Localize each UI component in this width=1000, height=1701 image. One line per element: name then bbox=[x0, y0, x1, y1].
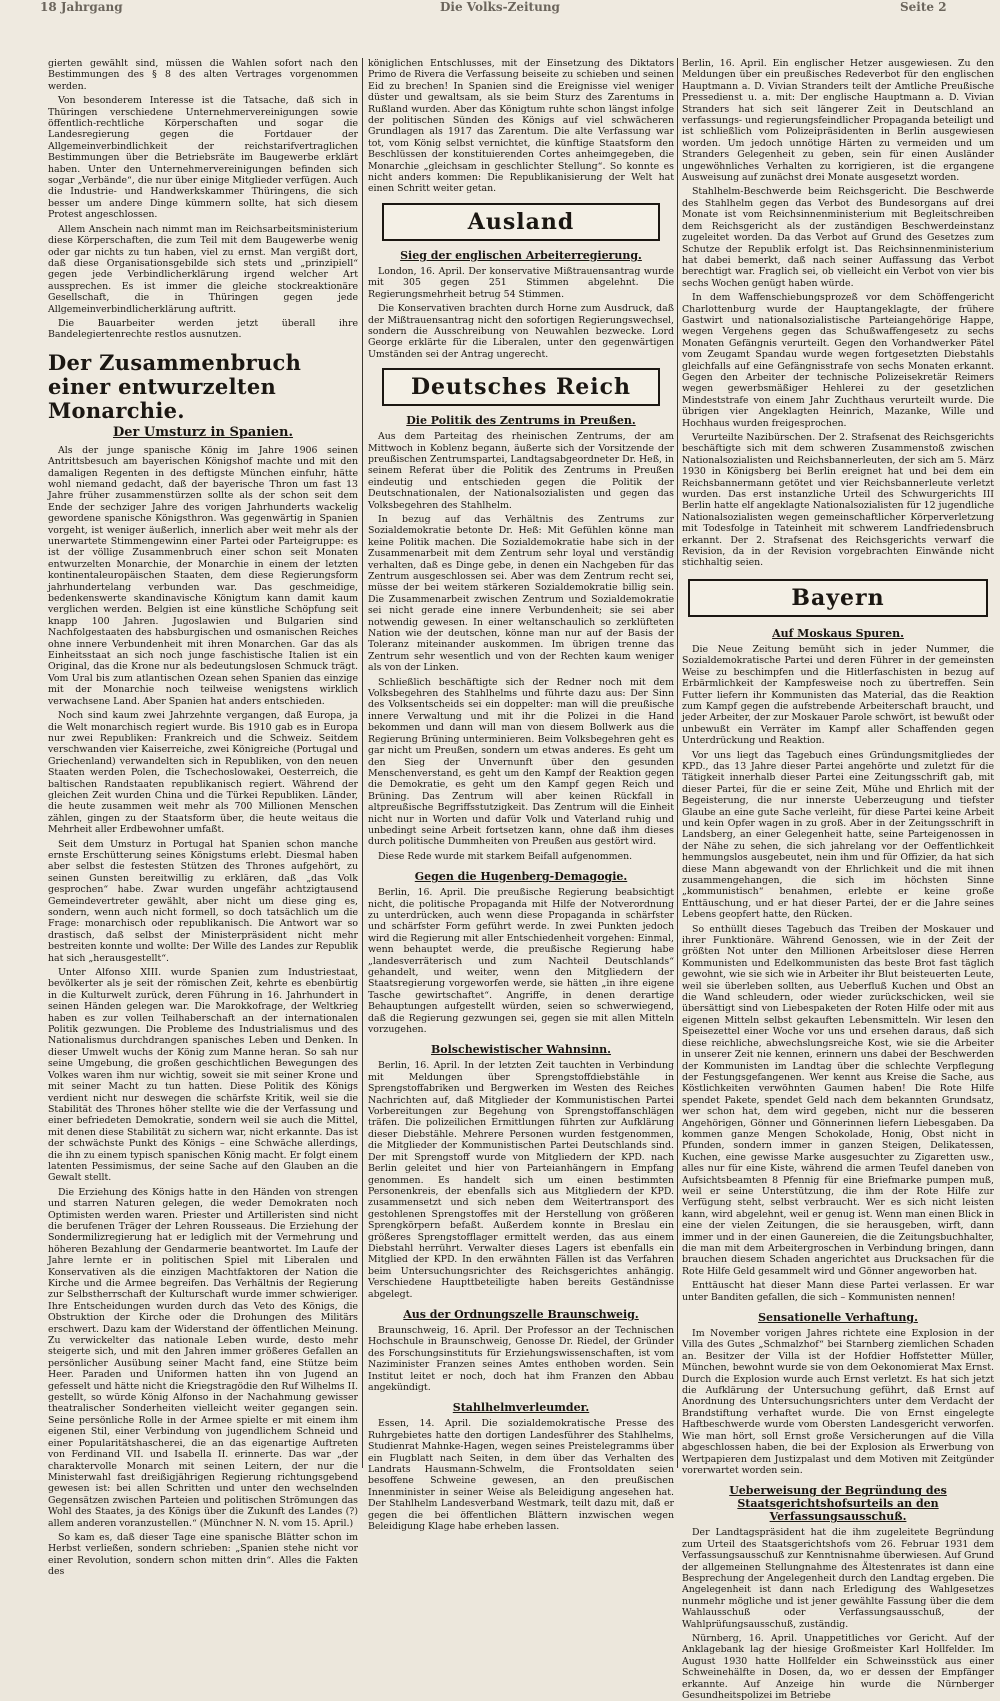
paragraph: gierten gewählt sind, müssen die Wahlen sofort nach den Bestimmungen des § 8 des alten Vertrages vorgenommen werden. bbox=[48, 58, 358, 92]
column-rule bbox=[362, 58, 363, 1468]
paragraph: Im November vorigen Jahres richtete eine Explosion in der Villa des Gutes „Schmalzhof“ bei Starnberg ziemlichen Schaden an. Besitzer der Villa ist der Hofdier Hoffstetter Müller, München, bewohnt wurde sie von dem Oekonomierat Max Ernst. Durch die Explosion wurde auch Ernst verletzt. Es hat sich jetzt die Aufklärung der Untersuchung geführt, daß Ernst auf Anordnung des Untersuchungsrichters unter dem Verdacht der Brandstiftung verhaftet wurde. Die von Ernst eingelegte Haftbeschwerde wurde vom Obersten Landesgericht verworfen. Wie man hört, soll Ernst große Versicherungen auf die Villa abgeschlossen haben, die bei der Explosion als Erwerbung von Wertpapieren dem Justizpalast und dem Motiven mit Zeitgünder vorerwartet worden sein. bbox=[682, 1328, 994, 1476]
article-headline: Aus der Ordnungszelle Braunschweig. bbox=[403, 1307, 639, 1321]
paragraph: Berlin, 16. April. Die preußische Regierung beabsichtigt nicht, die politische Propaganda mit Hilfe der Notverordnung zu unterdrücken, auch wenn diese Propaganda in schärfster und schärfster Form geführt werde. In zwei Punkten jedoch wird die Regierung mit aller Entschiedenheit vorgehen: Einmal, wenn behauptet werde, die preußische Regierung habe „landesverräterisch und zum Nachteil Deutschlands“ gehandelt, und weiter, wenn den Mitgliedern der Staatsregierung vorgeworfen werde, sie hätten „in ihre eigene Tasche gewirtschaftet“. Angriffe, in denen derartige Behauptungen aufgestellt würden, seien so schwerwiegend, daß die Regierung gezwungen sei, gegen sie mit allen Mitteln vorzugehen. bbox=[368, 887, 674, 1036]
paragraph: Die Bauarbeiter werden jetzt überall ihre Bandelegiertenrechte restlos ausnutzen. bbox=[48, 317, 358, 341]
page-header bbox=[0, 0, 1000, 14]
paragraph: London, 16. April. Der konservative Mißtrauensantrag wurde mit 305 gegen 251 Stimmen abgelehnt. Die Regierungsmehrheit betrug 54 Stimmen. bbox=[368, 265, 674, 300]
paragraph: Stahlhelm-Beschwerde beim Reichsgericht. Die Beschwerde des Stahlhelm gegen das Verbot des Bundesorgans auf drei Monate ist vom Reichsinnenministerium mit Begleitschreiben dem Reichsgericht als der zuständigen Beschwerdeinstanz zugeleitet worden. Da das Verbot auf Grund des Gesetzes zum Schutze der Republik erfolgt ist. Das Reichsinnenministerium hat dabei bemerkt, daß nach seiner Auffassung das Verbot berechtigt war. Fraglich sei, ob vielleicht ein Verbot von vier bis sechs Wochen genügt haben würde. bbox=[682, 186, 994, 289]
paragraph: In bezug auf das Verhältnis des Zentrums zur Sozialdemokratie betonte Dr. Heß: Mit Gefühlen könne man keine Politik machen. Die Sozialdemokratie habe sich in der Zusammenarbeit mit dem Zentrum sehr loyal und verständig verhalten, daß es Dinge gebe, in denen ein Nachgeben für das Zentrum ausgeschlossen sei. Aber was dem Zentrum recht sei, müsse der bei weitem stärkeren Sozialdemokratie billig sein. Die Zusammenarbeit zwischen Zentrum und Sozialdemokratie sei nicht gerade eine innere Verbundenheit; sie sei aber notwendig gewesen. In einer weltanschaulich so zerklüfteten Nation wie der deutschen, könne man nur auf der Basis der Toleranz miteinander auskommen. Im übrigen trenne das Zentrum sehr wesentlich und von der Rechten kaum weniger als von der Linken. bbox=[368, 513, 674, 674]
paragraph: Die Neue Zeitung bemüht sich in jeder Nummer, die Sozialdemokratische Partei und deren Führer in der gemeinsten Weise zu beschimpfen und die Hitlerfaschisten in bezug auf Erbärmlichkeit der Kampfesweise noch zu übertreffen. Sein Futter liefern ihr Kommunisten das Material, das die Reaktion zum Kampf gegen die aufstrebende Arbeiterschaft braucht, und jeder Arbeiter, der zur Moskauer Parole schwört, ist bewußt oder unbewußt ein Verräter im Kampf aller Schaffenden gegen Unterdrückung und Reaktion. bbox=[682, 643, 994, 747]
header-mid: Die Volks-Zeitung bbox=[440, 0, 560, 14]
paragraph: Essen, 14. April. Die sozialdemokratische Presse des Ruhrgebietes hatte den dortigen Landesführer des Stahlhelms, Studienrat Mahnke-Hagen, wegen seines Preistelegramms über ein Flugblatt nach Seiten, in dem über das Verhalten des Landrats Hausmann-Schwelm, die Frontsoldaten seien besoffene Schweine gewesen, an den preußischen Innenminister in seiner Weise als Beleidigung angesehen hat. Der Stahlhelm Landesverband Westmark, teilt dazu mit, daß er gegen die bei öffentlichen Blättern inzwischen wegen Beleidigung Klage habe erheben lassen. bbox=[368, 1418, 674, 1533]
paragraph: Von besonderem Interesse ist die Tatsache, daß sich in Thüringen verschiedene Unternehmervereinigungen sowie öffentlich-rechtliche Körperschaften und sogar die Landesregierung gegen die Fortdauer der Allgemeinverbindlichkeit der reichstarifvertraglichen Bestimmungen über die Betriebsräte im Baugewerbe erklärt haben. Unter den Unternehmervereinigungen befinden sich sogar „Verbände“, die nur über einige Mitglieder verfügen. Auch die Industrie- und Handwerkskammer Thüringens, die sich besser um andere Dinge kümmern sollte, hat sich diesem Protest angeschlossen. bbox=[48, 95, 358, 221]
column-1 bbox=[48, 58, 358, 1578]
paragraph: Die Erziehung des Königs hatte in den Händen von strengen und starren Naturen gelegen, die weder Demokraten noch Optimisten werden waren. Priester und Artilleristen sind nicht die berufenen Träger der Lehren Rousseaus. Die Erziehung der Sondermilizregierung hat er lediglich mit der Vermehrung und höheren Bezahlung der Gendarmerie beantwortet. Im Laufe der Jahre lernte er in politischen Spiel mit Liberalen und Konservativen als die einzigen Machtfaktoren der Nation die Kirche und die Armee begreifen. Das Verhältnis der Regierung zur Selbstherrschaft der Kulturschaft wurde immer schwieriger. Ihre Entscheidungen wurden durch das Veto des Königs, die Obstruktion der Kirche oder die Drohungen des Militärs erschwert. Dazu kam der Widerstand der öffentlichen Meinung. Zu verwickelter das nationale Leben wurde, desto mehr steigerte sich, und mit den Jahren immer größeres Gefallen an persönlicher Ausübung seiner Macht fand, eine Stütze beim Heer. Paraden und Uniformen hatten ihn von Jugend an gefesselt und hätte nicht die Kriegstragödie den Ruf Wilhelms II. gestellt, so würde König Alfonso in der Nachahmung gewisser theatralischer Sonderheiten vielleicht weiter gegangen sein. Seine persönliche Rolle in der Armee spielte er mit einem ihm eigenen Stil, einer Verbindung von jugendlichem Schneid und einer Popularitätshascherei, die an das eigenartige Auftreten von Ferdinand VII. und Isabella II. erinnerte. Das war „der charaktervolle Monarch mit seinen Leitern, der nur die Ministerwahl fast dreißigjährigen Regierung richtungsgebend gewesen ist: bei allen Schritten und unter den wechselnden Gegensätzen zwischen Parteien und politischen Strömungen das Wohl des Staates, ja des Königs über die Zukunft des Landes (?) allem anderen voranzustellen.“ (Münchner N. N. vom 15. April.) bbox=[48, 1186, 358, 1529]
paragraph: Unter Alfonso XIII. wurde Spanien zum Industriestaat, bevölkerter als je seit der römischen Zeit, kehrte es ebenbürtig in die Kulturwelt zurück, deren Führung in 16. Jahrhundert in seinen Händen gelegen war. Die Marokkofrage, der Weltkrieg haben es zur vollen Teilhaberschaft an der internationalen Politik gezwungen. Die Probleme des Industrialismus und des Nationalismus durchdrangen spanisches Leben und Denken. In dieser Umwelt wuchs der König zum Manne heran. So sah nur seine Umgebung, die großen geschichtlichen Bewegungen des Volkes waren ihm nur wichtig, soweit sie mit seiner Krone und mit seiner Macht zu tun hatten. Diese Politik des Königs verdient nicht nur deswegen die schärfste Kritik, weil sie die Stabilität des Thrones höher stellte wie die der Verfassung und einer befriedeten Demokratie, sondern weil sie auch die Mittel, mit denen diese Stabilität zu sichern war, nicht erkannte. Das ist der schwächste Punkt des Königs – eine Schwäche allerdings, die ihn zu einem typisch spanischen König macht. Er folgt einem latenten Pessimismus, der seine Sache auf den Glauben an die Gewalt stellt. bbox=[48, 967, 358, 1184]
paragraph: königlichen Entschlusses, mit der Einsetzung des Diktators Primo de Rivera die Verfassung beiseite zu schieben und seinen Eid zu brechen! In Spanien sind die Ereignisse viel weniger düster und gewaltsam, als sie beim Sturz des Zarentums in Rußland wurden. Aber das Königtum ruhte schon längst infolge der politischen Sünden des Königs auf viel schwächeren Grundlagen als 1917 das Zarentum. Die alte Verfassung war tot, vom König selbst vernichtet, die künftige Staatsform den Beschlüssen der konstituierenden Cortes anheimgegeben, die Monarchie „gleichsam in geschlichter Stellung“. So konnte es nicht anders kommen: Die Republikanisierung der Welt hat einen Schritt weiter getan. bbox=[368, 58, 674, 195]
paragraph: In dem Waffenschiebungsprozeß vor dem Schöffengericht Charlottenburg wurde der Hauptangeklagte, der frühere Gastwirt und nationalsozialistische Parteiangehörige Happe, wegen Vergehens gegen das Schußwaffengesetz zu sechs Monaten Gefängnis verurteilt. Gegen den Vorhandwerker Pätel vom Zeugamt Spandau wurde wegen fortgesetzten Diebstahls gleichfalls auf eine Gefängnisstrafe von sechs Monaten erkannt. Gegen den Arbeiter der technische Polizeisekretär Reimers wegen gewerbsmäßiger Hehlerei zu der gesetzlichen Mindeststrafe von einem Jahr Zuchthaus verurteilt wurde. Die übrigen vier Angeklagten Heinrich, Mazanke, Wille und Hochhaus wurden freigesprochen. bbox=[682, 292, 994, 429]
paragraph: Seit dem Umsturz in Portugal hat Spanien schon manche ernste Erschütterung seines Königstums erlebt. Diesmal haben aber selbst die festesten Stützen des Thrones aufgehört, zu seinen Gunsten bereitwillig zu erklären, daß „das Volk gesprochen“ habe. Zwar wurden ungefähr achtzigtausend Gemeindevertreter gewählt, aber nicht um diese ging es, sondern, wenn auch nicht formell, so doch tatsächlich um die Frage: monarchisch oder republikanisch. Die Antwort war so drastisch, daß selbst der Ministerpräsident nicht mehr bestreiten konnte und wollte: Der Wille des Landes zur Republik hat sich „herausgestellt“. bbox=[48, 838, 358, 964]
paragraph: Diese Rede wurde mit starkem Beifall aufgenommen. bbox=[378, 850, 633, 862]
paragraph: Der Landtagspräsident hat die ihm zugeleitete Begründung zum Urteil des Staatsgerichtshofs vom 26. Februar 1931 dem Verfassungsausschuß zur Kenntnisnahme überwiesen. Auf Grund der allgemeinen Stellungnahme des Ältestenrates ist dann eine Besprechung der Angelegenheit durch den Landtag ergeben. Die Angelegenheit ist dann nach Erledigung des Wahlgesetzes nunmehr mögliche und ist jener gewählte Fassung über die dem Wahlausschuß oder Verfassungsausschuß, der Wahlprüfungsausschuß, zuständig. bbox=[682, 1527, 994, 1630]
paragraph: Als der junge spanische König im Jahre 1906 seinen Antrittsbesuch am bayerischen Königshof machte und mit den damaligen Regenten in des deftigste München einfuhr, hätte wohl niemand gedacht, daß der bayerische Thron um fast 13 Jahre früher zusammenstürzen sollte als der schon seit dem Ende der sechziger Jahre des vorigen Jahrhunderts wackelig gewordene spanische Königsthron. Was gegenwärtig in Spanien vorgeht, ist weniger äußerlich, innerlich aber weit mehr als der unerwartete Stimmengewinn einer Partei oder Parteigruppe: es ist der völlige Zusammenbruch einer schon seit Monaten entwurzelten Monarchie, der Monarchie in einem der letzten kontinentaleuropäischen Staaten, dem diese Regierungsform jahrhundertelang verbunden war. Das geschmeidige, bedenkenswerte skandinavische Königtum kann damit kaum verglichen werden. Belgien ist eine künstliche Schöpfung seit knapp 100 Jahren. Jugoslawien und Bulgarien sind Nachfolgestaaten des habsburgischen und osmanischen Reiches ohne innere Verbundenheit mit ihren Monarchen. Gar das als Einheitsstaat an sich noch junge faschistische Italien ist ein Original, das die Krone nur als bedeutungslosen Schmuck trägt. Vom Ural bis zum atlantischen Ozean sehen Spanien das einzige mit der Monarchie noch teilweise wenigstens wirklich verwachsene Land. Aber Spanien hat anders entschieden. bbox=[48, 444, 358, 707]
article-headline: Stahlhelmverleumder. bbox=[452, 1401, 590, 1415]
paragraph: Braunschweig, 16. April. Der Professor an der Technischen Hochschule in Braunschweig, Genosse Dr. Riedel, der Gründer des Forschungsinstituts für Erziehungswissenschaften, ist vom Naziminister Franzen seines Amtes enthoben worden. Sein Institut leitet er noch, doch hat ihm Franzen den Abbau angekündigt. bbox=[368, 1324, 674, 1393]
article-headline: Sieg der englischen Arbeiterregierung. bbox=[400, 248, 642, 262]
section-box-ausland: Ausland bbox=[382, 203, 660, 241]
paragraph: Die Konservativen brachten durch Horne zum Ausdruck, daß der Mißtrauensantrag nicht den sofortigen Regierungswechsel, sondern die Ausschreibung von Neuwahlen bezwecke. Lord George erklärte für die Liberalen, unter den gegenwärtigen Umständen sei der Antrag ungerecht. bbox=[368, 303, 674, 360]
article-headline: Bolschewistischer Wahnsinn. bbox=[430, 1043, 612, 1057]
article-headline: Ueberweisung der Begründung des Staatsgerichtshofsurteils an den Verfassungsausschuß. bbox=[729, 1484, 947, 1524]
paragraph: Vor uns liegt das Tagebuch eines Gründungsmitgliedes der KPD., das 13 Jahre dieser Partei angehörte und zuletzt für die Tätigkeit innerhalb dieser Partei eine Zeitungsschrift gab, mit dieser Partei, für die er seine Zeit, Mühe und Ehrlich mit der Begeisterung, die nur innerste Ueberzeugung und tiefster Glaube an eine gute Sache verleiht, für diese Partei keine Arbeit und kein Opfer wagen in zu groß. Aber in der Zeitungsschrift in Landsberg, an einer Gelegenheit hatte, seine Parteigenossen in der Nähe zu sehen, die sich jahrelang vor der Oeffentlichkeit hemmungslos ausgebeutet, nein ihm und für Offizier, da hat sich diese Mann abgewandt von der Ehrlichkeit und die mit ihnen zusammengehangen, die sich im höchsten Sinne „kommunistisch“ benahmen, erlebte er keine große Enttäuschung, und er hat dieser Partei, der er die Jahre seines Lebens geopfert hatte, den Rücken. bbox=[682, 749, 994, 921]
paragraph: So enthüllt dieses Tagebuch das Treiben der Moskauer und ihrer Funktionäre. Während Genossen, wie in der Zeit der größten Not unter den Millionen Arbeitsloser diese Herren Kommunisten und Edelkommunisten das beste Brot fast täglich gewohnt, wie sie sich wie in Arbeiter ihr Blut beisteuerten Leute, weil sie überleben sollten, aus Ueberfluß Kuchen und Obst an die Wand schleudern, oder wieder zurückschicken, weil sie übersättigt sind von Liebespaketen der Roten Hilfe oder mit aus eigenen Mitteln selbst gekauften Lebensmitteln. Wir lesen den Speisezettel einer Woche vor uns und ersehen daraus, daß sich diese reichliche, abwechslungsreiche Kost, wie sie die Arbeiter in unserer Zeit nie kennen, erinnern uns dabei der Beschwerden der Kommunisten im Landtag über die schlechte Verpflegung der Festungsgefangenen. Wer kennt aus Kreise die Sache, aus Köstlichkeiten verwöhnten Gaumen haben! Die Rote Hilfe spendet Pakete, spendet Geld nach dem bekannten Grundsatz, wer schon hat, dem wird gegeben, nicht nur die besseren Angehörigen, Gönner und Gönnerinnen liefern Liebesgaben. Da kommen ganze Mengen Schokolade, Honig, Obst nicht in Pfunden, sondern immer in ganzen Steigen, Delikatessen, Kuchen, eine gewisse Marke ausgesuchter zu Zigaretten usw., alles nur für eine Kiste, während die armen Teufel daneben von Aufsichtsbeamten 8 Pfennig für eine Briefmarke pumpen muß, weil er seine Unterstützung, die ihm der Rote Hilfe zur Verfügung steht, selbst verbraucht. Wer es sich nicht leisten kann, wird abgelehnt, weil er genug ist. Wenn man einen Blick in eine der vielen Zeitungen, die sie herausgeben, wirft, dann immer und in der einen Gaunereien, die die Zeitungsbuchhalter, die man mit dem Arbeitergroschen in Verbindung bringen, dann brauchen diesem Schaden angerichtet aus Drucksachen für die Rote Hilfe Geld gesammelt wird und Gönner angeworben hat. bbox=[682, 923, 994, 1277]
column-2 bbox=[368, 58, 674, 1533]
paragraph: Berlin, 16. April. In der letzten Zeit tauchten in Verbindung mit Meldungen über Sprengstoffdiebstähle in Sprengstoffabriken und Bergwerken im Westen des Reiches Nachrichten auf, daß Mitglieder der Kommunistischen Partei Vorbereitungen zur Begehung von Sprengstoffanschlägen träfen. Die polizeilichen Ermittlungen führten zur Aufklärung dieser Diebstähle. Mehrere Personen wurden festgenommen, die Mitglieder der Kommunistischen Partei Deutschlands sind. Der mit Sprengstoff wurde von Mitgliedern der KPD. nach Berlin geleitet und hier von Parteianhängern in Empfang genommen. Es handelt sich um einen bestimmten Personenkreis, der ebenfalls sich aus Mitgliedern der KPD. zusammensetzt und sich neben dem Weitertransport des gestohlenen Sprengstoffes mit der Herstellung von größeren Sprengkörpern befaßt. Außerdem konnte in Breslau ein größeres Sprengstofflager ermittelt werden, das aus einem Diebstahl herrührt. Verwalter dieses Lagers ist ebenfalls ein Mitglied der KPD. In den erwähnten Fällen ist das Verfahren beim Untersuchungsrichter des Reichsgerichtes anhängig. Verschiedene Haupttbeteiligte haben bereits Geständnisse abgelegt. bbox=[368, 1060, 674, 1300]
article-headline: Auf Moskaus Spuren. bbox=[772, 626, 904, 640]
paragraph: Schließlich beschäftigte sich der Redner noch mit dem Volksbegehren des Stahlhelms und führte dazu aus: Der Sinn des Volksentscheids sei ein doppelter: man will die preußische innere Verwaltung und mit ihr die Polizei in die Hand bekommen und dann will man von diesem Bollwerk aus die Regierung Brüning unterminieren. Beim Volksbegehren geht es gar nicht um Preußen, sondern um etwas anderes. Es geht um den Sieg der Unvernunft über den gesunden Menschenverstand, es geht um den Kampf der Reaktion gegen die Demokratie, es geht um den Kampf gegen Reich und Brüning. Das Zentrum will aber keinen Rückfall in altpreußische Begriffsstutzigkeit. Das Zentrum will die Einheit nicht nur in Worten und dafür Volk und Vaterland ruhig und unbedingt seine Arbeit fortsetzen kann, ohne daß ihm dieses durch politische Dummheiten von Preußen aus gestört wird. bbox=[368, 676, 674, 848]
article-headline: Gegen die Hugenberg-Demagogie. bbox=[414, 870, 628, 884]
section-box-deutsches-reich: Deutsches Reich bbox=[382, 368, 660, 406]
column-rule bbox=[677, 58, 678, 1468]
paragraph: Aus dem Parteitag des rheinischen Zentrums, der am Mittwoch in Koblenz begann, äußerte sich der Vorsitzende der preußischen Zentrumspartei, Landtagsabgeordneter Dr. Heß, in seinem Referat über die Politik des Zentrums in Preußen eindeutig und entschieden gegen die Politik der Deutschnationalen, der Nationalsozialisten und gegen das Volksbegehren des Stahlhelm. bbox=[368, 431, 674, 511]
header-left: 18 Jahrgang bbox=[40, 0, 123, 14]
article-subheadline: Der Umsturz in Spanien. bbox=[112, 424, 293, 440]
paragraph: Nürnberg, 16. April. Unappetitliches vor Gericht. Auf der Anklagebank lag der hiesige Großmeister Karl Hollfelder. Im August 1930 hatte Hollfelder ein Schweinsstück aus einer Schweinehälfte in Dosen, da, wo er dessen der Empfänger erkannte. Auf Anzeige hin wurde die Nürnberger Gesundheitspolizei im Betriebe bbox=[682, 1632, 994, 1701]
section-box-bayern: Bayern bbox=[688, 579, 988, 617]
article-headline: Die Politik des Zentrums in Preußen. bbox=[406, 414, 636, 428]
article-headline: Der Zusammenbruch einer entwurzelten Monarchie. bbox=[48, 349, 302, 423]
header-right: Seite 2 bbox=[900, 0, 947, 14]
paragraph: Verurteilte Nazibürschen. Der 2. Strafsenat des Reichsgerichts beschäftigte sich mit dem schweren Zusammenstoß zwischen Nationalsozialisten und Reichsbannerleuten, der sich am 5. März 1930 in Königsberg bei Berlin ereignet hat und bei dem ein Reichsbannermann getötet und vier Reichsbannerleute verletzt wurden. Das erst instanzliche Urteil des Schwurgerichts III Berlin hatte elf angeklagte Nationalsozialisten für 12 jugendliche Nationalsozialisten wegen gemeinschaftlicher Körperverletzung mit Todesfolge in Tateinheit mit schwerem Landfriedensbruch erkannt. Der 2. Strafsenat des Reichsgerichts verwarf die Revision, da in der Revision vorgebrachten Einwände nicht stichhaltig seien. bbox=[682, 432, 994, 569]
paragraph: Noch sind kaum zwei Jahrzehnte vergangen, daß Europa, ja die Welt monarchisch regiert wurde. Bis 1910 gab es in Europa nur zwei Republiken: Frankreich und die Schweiz. Seitdem verschwanden vier Kaiserreiche, zwei Königreiche (Portugal und Griechenland) verwandelten sich in Republiken, von den neuen Staaten werden Polen, die Tschechoslowakei, Oesterreich, die baltischen Randstaaten republikanisch regiert. Während der gleichen Zeit wurden China und die Türkei Republiken. Länder, die heute zusammen weit mehr als 700 Millionen Menschen zählen, gingen zu der Staatsform über, die heute weitaus die Mehrheit aller Erdbewohner umfaßt. bbox=[48, 710, 358, 836]
article-headline: Sensationelle Verhaftung. bbox=[758, 1311, 918, 1325]
paragraph: So kam es, daß dieser Tage eine spanische Blätter schon im Herbst verließen, sondern schrieben: „Spanien stehe nicht vor einer Revolution, sondern schon mitten drin“. Alles die Fakten des bbox=[48, 1531, 358, 1578]
column-3 bbox=[682, 58, 994, 1701]
paragraph: Allem Anschein nach nimmt man im Reichsarbeitsministerium diese Körperschaften, die zum Teil mit dem Baugewerbe wenig oder gar nichts zu tun haben, viel zu ernst. Man vergißt dort, daß diese Organisationsgebilde sich stets und „prinzipiell“ gegen jede Verbindlicherklärung irgend welcher Art aussprechen. Es ist immer die gleiche stockreaktionäre Gesellschaft, die in Thüringen gegen jede Allgemeinverbindlicherklärung auftritt. bbox=[48, 223, 358, 315]
paragraph: Berlin, 16. April. Ein englischer Hetzer ausgewiesen. Zu den Meldungen über ein preußisches Redeverbot für den englischen Hauptmann a. D. Vivian Stranders teilt der Amtliche Preußische Pressedienst u. a. mit: Der englische Hauptmann a. D. Vivian Stranders hat sich seit längerer Zeit in Deutschland an verfassungs- und regierungsfeindlicher Propaganda beteiligt und ist schließlich vom Polizeipräsidenten in Berlin ausgewiesen worden. Um jedoch unnötige Härten zu vermeiden und um Stranders Gelegenheit zu geben, sein für einen Ausländer ungewöhnliches Verhalten zu korrigieren, ist die ergangene Ausweisung auf zunächst drei Monate ausgesetzt worden. bbox=[682, 58, 994, 184]
paragraph: Enttäuscht hat dieser Mann diese Partei verlassen. Er war unter Banditen gefallen, die sich – Kommunisten nennen! bbox=[682, 1280, 994, 1303]
